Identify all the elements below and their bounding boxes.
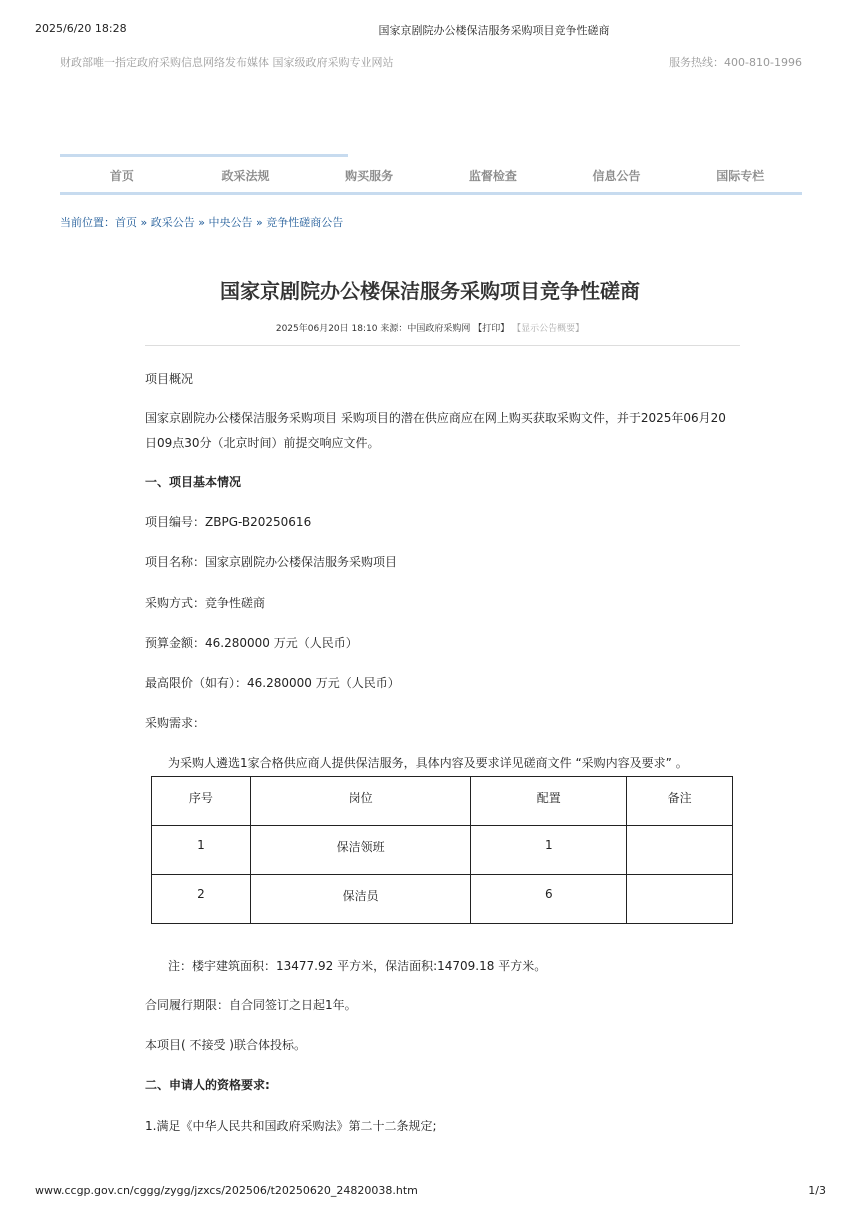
table-cell: [627, 826, 733, 875]
table-cell: 保洁领班: [250, 826, 471, 875]
nav-divider: [60, 192, 802, 195]
table-header-cell: 备注: [627, 777, 733, 826]
area-note: 注：楼宇建筑面积：13477.92 平方米，保洁面积:14709.18 平方米。: [168, 959, 547, 973]
breadcrumb-central[interactable]: 中央公告: [208, 216, 253, 229]
main-nav: [60, 162, 802, 192]
breadcrumb-sep: »: [194, 216, 209, 229]
project-name: 项目名称：国家京剧院办公楼保洁服务采购项目: [145, 555, 398, 569]
table-cell: 2: [152, 875, 251, 924]
section2-heading: 二、申请人的资格要求:: [145, 1078, 270, 1092]
table-row: [152, 875, 733, 924]
article-meta: [0, 321, 860, 334]
article-title: 国家京剧院办公楼保洁服务采购项目竞争性磋商: [220, 279, 640, 303]
breadcrumb-home[interactable]: 首页: [115, 216, 137, 229]
print-doc-title: 国家京剧院办公楼保洁服务采购项目竞争性磋商: [378, 24, 610, 37]
nav-home[interactable]: 首页: [109, 169, 134, 183]
table-header-cell: 序号: [152, 777, 251, 826]
footer-url: www.ccgp.gov.cn/cggg/zygg/jzxcs/202506/t20250620_24820038.htm: [35, 1184, 418, 1197]
contract-period: 合同履行期限：自合同签订之日起1年。: [145, 998, 357, 1012]
source-name: 中国政府采购网: [407, 324, 471, 334]
table-header-cell: 岗位: [250, 777, 471, 826]
breadcrumb-sep: »: [137, 216, 151, 229]
demand-label: 采购需求：: [145, 716, 206, 730]
breadcrumb-prefix: 当前位置：: [60, 216, 115, 229]
requirement-1: 1.满足《中华人民共和国政府采购法》第二十二条规定;: [145, 1119, 437, 1133]
table-header-row: [152, 777, 733, 826]
show-summary-link[interactable]: 【显示公告概要】: [512, 324, 585, 334]
breadcrumb-sep: »: [252, 216, 267, 229]
nav-international[interactable]: 国际专栏: [716, 169, 765, 183]
breadcrumb: [60, 214, 343, 230]
section1-heading: 一、项目基本情况: [145, 475, 242, 489]
nav-regulations[interactable]: 政采法规: [221, 169, 270, 183]
table-row: [152, 826, 733, 875]
table-cell: 保洁员: [250, 875, 471, 924]
breadcrumb-current[interactable]: 竞争性磋商公告: [266, 216, 344, 229]
demand-text: 为采购人遴选1家合格供应商人提供保洁服务，具体内容及要求详见磋商文件 “采购内容及要求” 。: [168, 756, 688, 770]
title-divider: [145, 345, 740, 346]
nav-announcements[interactable]: 信息公告: [592, 169, 641, 183]
table-cell: 6: [471, 875, 627, 924]
overview-heading: 项目概况: [145, 372, 194, 386]
nav-accent-bar: [60, 154, 348, 157]
publish-date: 2025年06月20日 18:10: [275, 324, 378, 334]
site-tagline: 财政部唯一指定政府采购信息网络发布媒体 国家级政府采购专业网站: [60, 56, 394, 69]
budget-amount: 预算金额：46.280000 万元（人民币）: [145, 636, 358, 650]
consortium-policy: 本项目( 不接受 )联合体投标。: [145, 1038, 306, 1052]
table-cell: 1: [471, 826, 627, 875]
table-cell: [627, 875, 733, 924]
requirements-table: [151, 776, 733, 924]
service-hotline: 服务热线：400-810-1996: [669, 56, 802, 69]
source-label: 来源：: [380, 324, 408, 334]
project-number: 项目编号：ZBPG-B20250616: [145, 515, 312, 529]
max-price: 最高限价（如有）：46.280000 万元（人民币）: [145, 676, 400, 690]
print-datetime: 2025/6/20 18:28: [35, 22, 127, 35]
table-header-cell: 配置: [471, 777, 627, 826]
breadcrumb-announcements[interactable]: 政采公告: [150, 216, 195, 229]
nav-supervision[interactable]: 监督检查: [468, 169, 517, 183]
overview-text: 国家京剧院办公楼保洁服务采购项目 采购项目的潜在供应商应在网上购买获取采购文件，并于2025年06月20日09点30分（北京时间）前提交响应文件。: [145, 411, 726, 450]
print-link[interactable]: 【打印】: [473, 324, 510, 334]
procurement-method: 采购方式：竞争性磋商: [145, 596, 266, 610]
page-number: 1/3: [808, 1184, 826, 1197]
table-cell: 1: [152, 826, 251, 875]
nav-purchase-services[interactable]: 购买服务: [345, 169, 394, 183]
